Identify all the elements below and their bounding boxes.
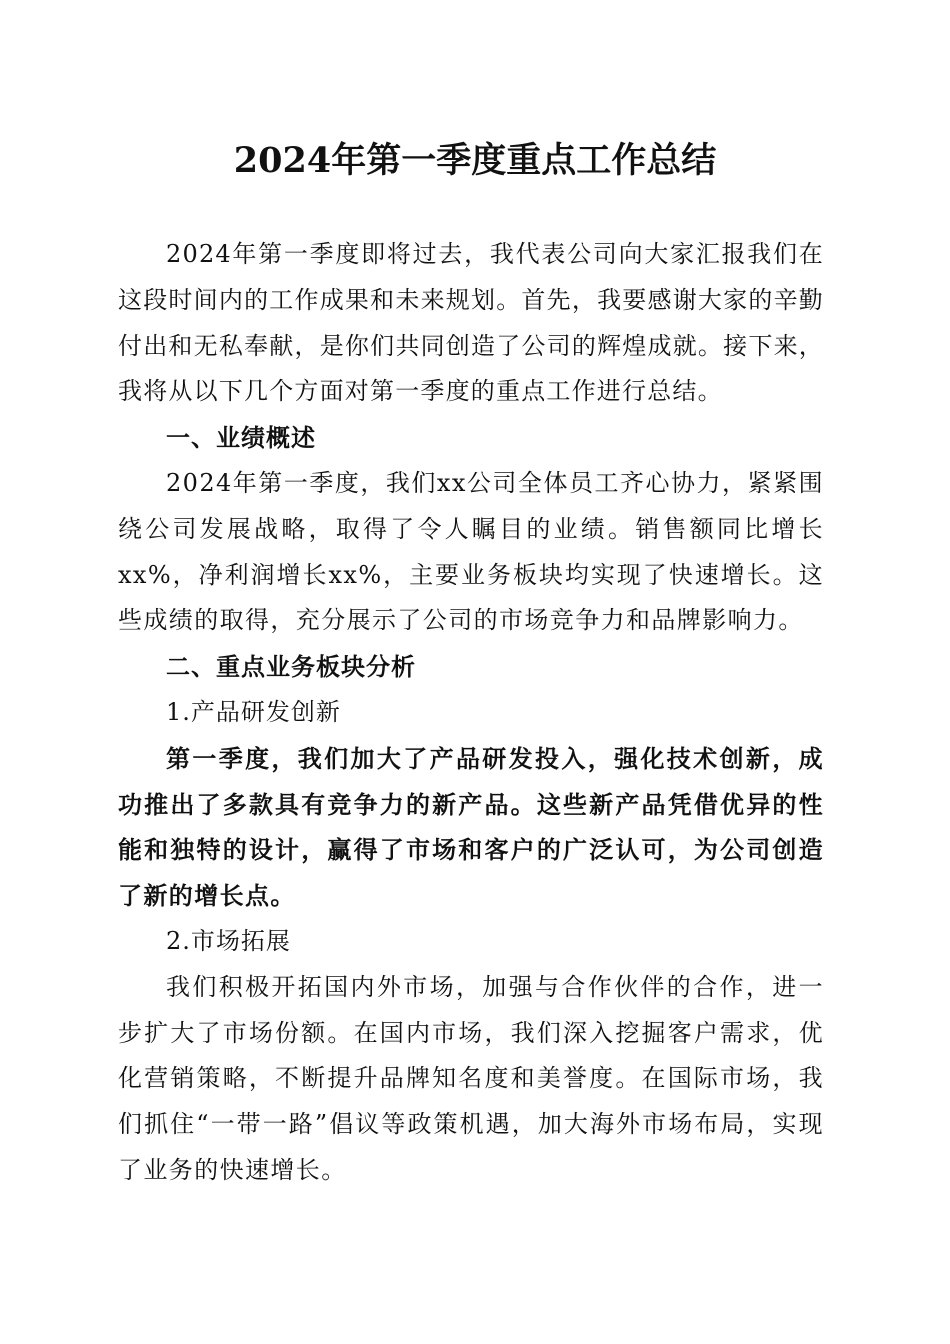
performance-paragraph: 2024年第一季度，我们xx公司全体员工齐心协力，紧紧围绕公司发展战略，取得了令人瞩目的业绩。销售额同比增长xx%，净利润增长xx%，主要业务板块均实现了快速增长。这些成绩的取得，充分展示了公司的市场竞争力和品牌影响力。 xyxy=(118,468,824,635)
document-body xyxy=(118,232,824,1194)
subheading-product-rd: 1.产品研发创新 xyxy=(166,697,341,726)
product-rd-paragraph: 第一季度，我们加大了产品研发投入，强化技术创新，成功推出了多款具有竞争力的新产品。这些新产品凭借优异的性能和独特的设计，赢得了市场和客户的广泛认可，为公司创造了新的增长点。 xyxy=(118,743,824,911)
section-heading-business-analysis: 二、重点业务板块分析 xyxy=(166,652,416,682)
intro-paragraph: 2024年第一季度即将过去，我代表公司向大家汇报我们在这段时间内的工作成果和未来规划。首先，我要感谢大家的辛勤付出和无私奉献，是你们共同创造了公司的辉煌成就。接下来，我将从以下几个方面对第一季度的重点工作进行总结。 xyxy=(118,240,824,406)
subheading-market-expansion: 2.市场拓展 xyxy=(166,926,291,955)
section-heading-performance: 一、业绩概述 xyxy=(166,423,316,453)
market-expansion-paragraph: 我们积极开拓国内外市场，加强与合作伙伴的合作，进一步扩大了市场份额。在国内市场，我们深入挖掘客户需求，优化营销策略，不断提升品牌知名度和美誉度。在国际市场，我们抓住“一带一路”倡议等政策机遇，加大海外市场布局，实现了业务的快速增长。 xyxy=(118,972,824,1184)
document-title: 2024年第一季度重点工作总结 xyxy=(233,140,717,181)
